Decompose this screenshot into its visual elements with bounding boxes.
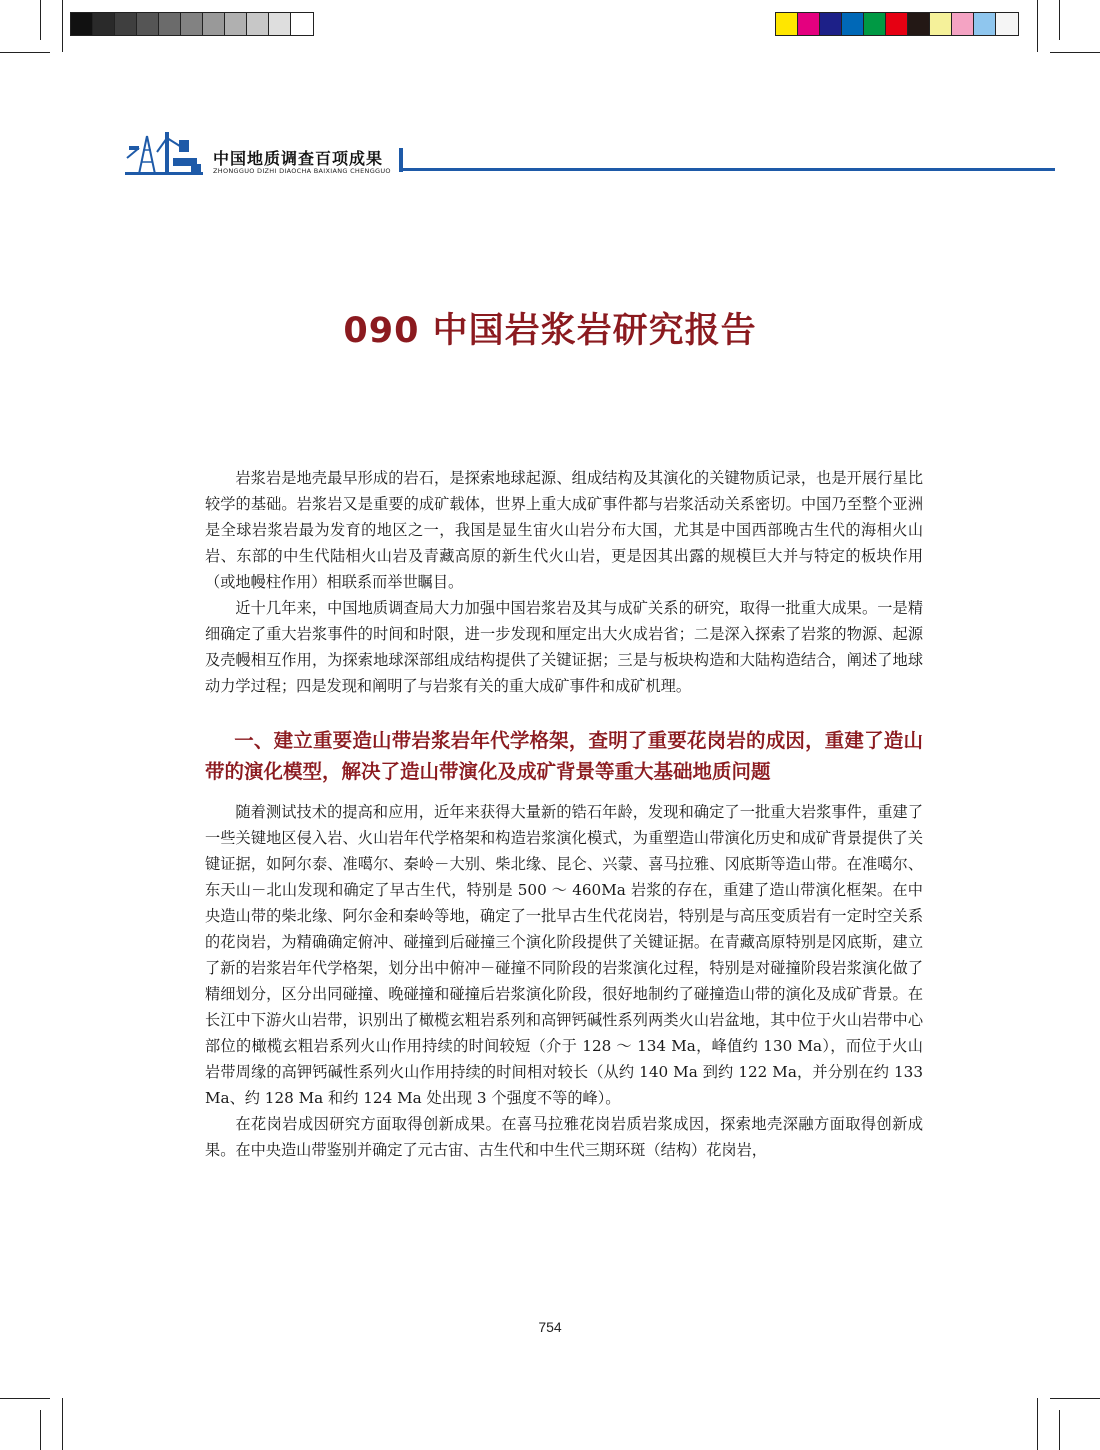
gray-swatch (181, 13, 203, 35)
crop-mark-bottom-right-v (1037, 1398, 1038, 1450)
crop-mark-bottom-left-h (0, 1398, 50, 1399)
section-heading: 一、建立重要造山带岩浆岩年代学格架，查明了重要花岗岩的成因，重建了造山带的演化模型，解决了造山带演化及成矿背景等重大基础地质问题 (205, 729, 923, 783)
crop-mark-bottom-left-v2 (40, 1410, 41, 1450)
gray-swatch (71, 13, 93, 35)
header-rule (403, 168, 1055, 171)
gray-swatch (115, 13, 137, 35)
crop-mark-bottom-right-h (1050, 1398, 1100, 1399)
page-title: 090 中国岩浆岩研究报告 (343, 311, 757, 351)
header-subtitle: ZHONGGUO DIZHI DIAOCHA BAIXIANG CHENGGUO (213, 167, 391, 175)
crop-mark-top-right-v (1037, 0, 1038, 52)
crop-mark-top-right-v2 (1059, 0, 1060, 40)
gray-swatch (137, 13, 159, 35)
gray-swatch (247, 13, 269, 35)
gray-swatch (203, 13, 225, 35)
color-swatch (974, 13, 996, 35)
gray-swatch (225, 13, 247, 35)
color-swatch (798, 13, 820, 35)
gray-swatch (291, 13, 313, 35)
gray-swatch (93, 13, 115, 35)
paragraph: 岩浆岩是地壳最早形成的岩石，是探索地球起源、组成结构及其演化的关键物质记录，也是开展行星比较学的基础。岩浆岩又是重要的成矿载体，世界上重大成矿事件都与岩浆活动关系密切。中国乃至整个亚洲是全球岩浆岩最为发育的地区之一，我国是显生宙火山岩分布大国，尤其是中国西部晚古生代的海相火山岩、东部的中生代陆相火山岩及青藏高原的新生代火山岩，更是因其出露的规模巨大并与特定的板块作用（或地幔柱作用）相联系而举世瞩目。 (205, 469, 923, 591)
crop-mark-top-left-v (62, 0, 63, 52)
paragraph: 在花岗岩成因研究方面取得创新成果。在喜马拉雅花岗岩质岩浆成因，探索地壳深融方面取得创新成果。在中央造山带鉴别并确定了元古宙、古生代和中生代三期环斑（结构）花岗岩， (205, 1115, 923, 1159)
color-swatch (908, 13, 930, 35)
crop-mark-bottom-right-v2 (1059, 1410, 1060, 1450)
crop-mark-top-left-v2 (40, 0, 41, 40)
color-swatch (930, 13, 952, 35)
color-swatch (952, 13, 974, 35)
header-title: 中国地质调查百项成果 (213, 149, 384, 168)
oil-derrick-logo-icon (125, 128, 203, 176)
color-swatch (842, 13, 864, 35)
color-swatch (776, 13, 798, 35)
page-number: 754 (538, 1319, 562, 1335)
crop-mark-top-left-h (0, 52, 50, 53)
color-swatch (864, 13, 886, 35)
paragraph: 随着测试技术的提高和应用，近年来获得大量新的锆石年龄，发现和确定了一批重大岩浆事件，重建了一些关键地区侵入岩、火山岩年代学格架和构造岩浆演化模式，为重塑造山带演化历史和成矿背景提供了关键证据，如阿尔泰、准噶尔、秦岭－大别、柴北缘、昆仑、兴蒙、喜马拉雅、冈底斯等造山带。在准噶尔、东天山－北山发现和确定了早古生代，特别是 500 ～ 460Ma 岩浆的存在，重建了造山带演化框架。在中央造山带的柴北缘、阿尔金和秦岭等地，确定了一批早古生代花岗岩，特别是与高压变质岩有一定时空关系的花岗岩，为精确确定俯冲、碰撞到后碰撞三个演化阶段提供了关键证据。在青藏高原特别是冈底斯，建立了新的岩浆岩年代学格架，划分出中俯冲－碰撞不同阶段的岩浆演化过程，特别是对碰撞阶段岩浆演化做了精细划分，区分出同碰撞、晚碰撞和碰撞后岩浆演化阶段，很好地制约了碰撞造山带的演化及成矿背景。在长江中下游火山岩带，识别出了橄榄玄粗岩系列和高钾钙碱性系列两类火山岩盆地，其中位于火山岩带中心部位的橄榄玄粗岩系列火山作用持续的时间较短（介于 128 ～ 134 Ma，峰值约 130 Ma），而位于火山岩带周缘的高钾钙碱性系列火山作用持续的时间相对较长（从约 140 Ma 到约 122 Ma，并分别在约 133 Ma、约 128 Ma 和约 124 Ma 处出现 3 个强度不等的峰）。 (205, 803, 923, 1107)
grayscale-calibration-bar (70, 12, 314, 36)
crop-mark-top-right-h (1050, 52, 1100, 53)
paragraph: 近十几年来，中国地质调查局大力加强中国岩浆岩及其与成矿关系的研究，取得一批重大成果。一是精细确定了重大岩浆事件的时间和时限，进一步发现和厘定出大火成岩省；二是深入探索了岩浆的物源、起源及壳幔相互作用，为探索地球深部组成结构提供了关键证据；三是与板块构造和大陆构造结合，阐述了地球动力学过程；四是发现和阐明了与岩浆有关的重大成矿事件和成矿机理。 (205, 599, 923, 695)
running-header (125, 122, 1055, 177)
color-calibration-bar (775, 12, 1019, 36)
gray-swatch (159, 13, 181, 35)
article-body (205, 465, 923, 1163)
color-swatch (886, 13, 908, 35)
crop-mark-bottom-left-v (62, 1398, 63, 1450)
gray-swatch (269, 13, 291, 35)
color-swatch (996, 13, 1018, 35)
color-swatch (820, 13, 842, 35)
